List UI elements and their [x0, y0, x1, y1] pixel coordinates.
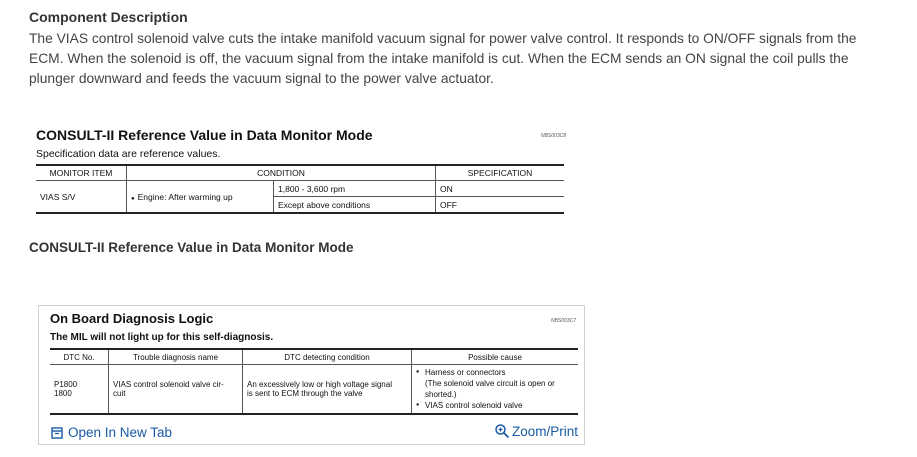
cause-item: ● VIAS control solenoid valve — [416, 400, 574, 411]
header-monitor-item: MONITOR ITEM — [36, 165, 127, 181]
cause-note: shorted.) — [425, 390, 457, 399]
obd-figure-box — [38, 305, 585, 445]
cell-item: VIAS S/V — [36, 181, 127, 214]
obd-figure-code: NBS003C7 — [550, 318, 576, 324]
section-title: Component Description — [29, 9, 188, 25]
open-new-tab-label[interactable]: Open In New Tab — [68, 425, 173, 440]
header-specification: SPECIFICATION — [436, 165, 565, 181]
zoom-print-link[interactable] — [494, 423, 578, 439]
cell-dtc — [50, 365, 109, 415]
header-trouble: Trouble diagnosis name — [109, 349, 243, 365]
cell-trouble — [109, 365, 243, 415]
cause-list — [416, 367, 574, 378]
header-dtc: DTC No. — [50, 349, 109, 365]
cell-sub-condition: 1,800 - 3,600 rpm — [274, 181, 436, 197]
consult-table — [36, 164, 564, 214]
table-header-row — [36, 165, 564, 181]
table-header-row — [50, 349, 578, 365]
cause-list — [416, 400, 574, 411]
open-in-new-tab-icon — [51, 427, 63, 439]
table-row — [50, 365, 578, 415]
table-row — [36, 181, 564, 197]
cell-dtc-line: 1800 — [54, 389, 72, 398]
consult-figure — [36, 127, 566, 210]
cause-item: ● Harness or connectors — [416, 367, 574, 378]
cell-condition-text: Engine: After warming up — [137, 191, 233, 202]
cell-trouble-line: cuit — [113, 389, 126, 398]
bullet-icon: ● — [131, 195, 135, 202]
consult-figure-code: NBS003C8 — [540, 133, 566, 139]
cell-condition-line: is sent to ECM through the valve — [247, 389, 363, 398]
zoom-print-label[interactable]: Zoom/Print — [511, 423, 578, 439]
consult-heading: CONSULT-II Reference Value in Data Monitor Mode — [29, 240, 354, 255]
consult-figure-subtitle: Specification data are reference values. — [36, 148, 221, 160]
header-condition: CONDITION — [127, 165, 436, 181]
consult-figure-title: CONSULT-II Reference Value in Data Monitor Mode — [36, 127, 373, 143]
header-condition: DTC detecting condition — [243, 349, 412, 365]
cell-condition-line: An excessively low or high voltage signal — [247, 380, 392, 389]
cell-spec: ON — [436, 181, 565, 197]
obd-figure-subtitle: The MIL will not light up for this self-diagnosis. — [50, 332, 274, 343]
cell-condition — [127, 181, 274, 214]
cell-trouble-line: VIAS control solenoid valve cir- — [113, 380, 224, 389]
header-cause: Possible cause — [412, 349, 579, 365]
zoom-icon — [494, 423, 510, 439]
cause-note: (The solenoid valve circuit is open or — [425, 379, 555, 388]
obd-table — [50, 348, 578, 415]
cell-dtc-line: P1800 — [54, 380, 78, 389]
cell-spec: OFF — [436, 197, 565, 214]
cell-condition — [243, 365, 412, 415]
cell-sub-condition: Except above conditions — [274, 197, 436, 214]
component-description: The VIAS control solenoid valve cuts the intake manifold vacuum signal for power valve control. It responds to ON/OFF signals from the ECM. When the solenoid is off, the vacuum signal from the intake manifold is cut. When the ECM sends an ON signal the coil pulls the plunger downward and feeds the vacuum signal to the power valve actuator. — [29, 31, 857, 86]
open-new-tab-link[interactable] — [51, 425, 172, 440]
cell-cause — [412, 365, 579, 415]
obd-figure-title: On Board Diagnosis Logic — [50, 311, 214, 326]
